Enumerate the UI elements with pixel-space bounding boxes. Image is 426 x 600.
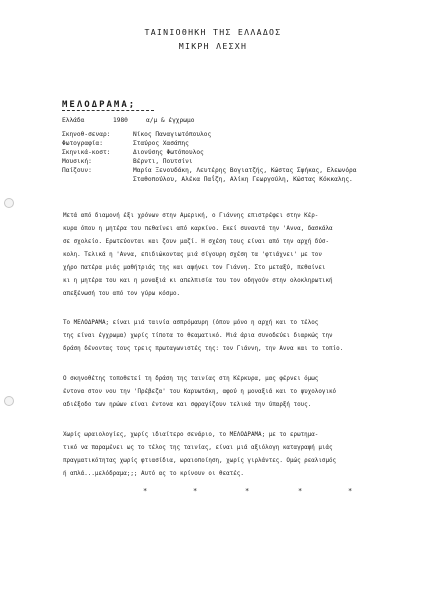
paragraph-line: κολη. Τελικά η 'Αννα, επιδιώκοντας μιά σίγουρη σχέση τα 'φτιάχνει' με τον: [63, 252, 322, 258]
film-format: α/μ & έγχρωμο: [146, 117, 195, 124]
paragraph-line: απεξένωσή του από τον γύρω κόσμο.: [63, 291, 181, 297]
paragraph-line: Μετά από διαμονή έξι χρόνων στην Αμερική, ο Γιάννης επιστρέφει στην Κέρ-: [63, 213, 319, 219]
film-year: 1980: [113, 117, 128, 124]
credit-label: Παίζουν:: [62, 167, 92, 174]
credit-value: Σταθοπούλου, Αλέκα Παΐζη, Αλίκη Γεωργούλη, Κώστας Κόκκαλης.: [133, 176, 353, 183]
paragraph-line: δράση δένοντας τους τρεις πρωταγωνιστές της: τον Γιάννη, την Αννα και το τοπίο.: [63, 346, 344, 352]
paragraph-line: χήρο πατέρα μιάς μαθήτριάς της και αφήνει τον Γιάννη. Στο μεταξύ, πεθαίνει: [63, 265, 326, 271]
credit-value: Μαρία Ξενουδάκη, Λευτέρης Βογιατζής, Κώστας Σφήκας, Ελεωνόρα: [133, 167, 357, 174]
film-title: ΜΕΛΟΔΡΑΜΑ;: [62, 100, 137, 110]
paragraph-line: κυρα όπου η μητέρα του πεθαίνει από καρκίνο. Εκεί συναντά την 'Αννα, δασκάλα: [63, 226, 333, 232]
binder-hole: [4, 396, 14, 406]
credit-value: Διονύσης Φωτόπουλος: [133, 149, 204, 156]
title-underline: [62, 110, 154, 111]
star-mark: *: [143, 487, 148, 495]
credit-label: Φωτογραφία:: [62, 140, 103, 147]
star-mark: *: [245, 487, 250, 495]
paragraph-line: τικό να παραμένει ως το τέλος της ταινίας, είναι μιά αξιόλογη καταγραφή μιάς: [63, 445, 333, 451]
credit-value: Νίκος Παναγιωτόπουλος: [133, 131, 212, 138]
paragraph-line: κι η μητέρα του και η μοναξιά κι απελπισία του τον οδηγούν στην ολοκληρωτική: [63, 278, 333, 284]
star-mark: *: [298, 487, 303, 495]
paragraph-line: σε σχολείο. Ερωτεύονται και ζουν μαζί. Η σχέση τους είναι από την αρχή δύσ-: [63, 239, 329, 245]
credit-value: Σταύρος Χασάπης: [133, 140, 189, 147]
paragraph-line: έντονα στον νου την 'Πρέβεζα' του Καρυωτάκη, αφού η μοναξιά και το ψυχολογικό: [63, 389, 337, 395]
star-mark: *: [348, 487, 353, 495]
binder-hole: [4, 198, 14, 208]
paragraph-line: ή απλά...μελόδραμα;;; Αυτό ας το κρίνουν οι θεατές.: [63, 471, 244, 477]
paragraph-line: της είναι έγχρωμα) χωρίς τίποτα το θεαματικό. Μιά άρια συνοδεύει διαρκώς την: [63, 333, 333, 339]
credit-label: Σκηνοθ-σεναρ:: [62, 131, 111, 138]
paragraph-line: Ο σκηνοθέτης τοποθετεί τη δράση της ταινίας στη Κέρκυρα, μας φέρνει όμως: [63, 376, 319, 382]
paragraph-line: Το ΜΕΛΟΔΡΑΜΑ; είναι μιά ταινία ασπρόμαυρη (όπου μόνο η αρχή και το τέλος: [63, 320, 319, 326]
credit-value: Βέρντι, Πουτσίνι: [133, 158, 193, 165]
footer-stars: [0, 487, 426, 497]
header-club-name: ΜΙΚΡΗ ΛΕΣΧΗ: [178, 41, 248, 51]
paragraph-line: Χωρίς ωραιολογίες, χωρίς ιδιαίτερο σενάριο, το ΜΕΛΟΔΡΑΜΑ; με το ερωτημα-: [63, 432, 319, 438]
credit-label: Σκηνικά-κοστ:: [62, 149, 111, 156]
credit-label: Μουσική:: [62, 158, 92, 165]
star-mark: *: [193, 487, 198, 495]
paragraph-line: αδιέξοδο των ηρώων είναι έντονα και σφραγίζουν τελικά την ύπαρξή τους.: [63, 402, 312, 408]
paragraph-line: πραγματικότητας χωρίς φτιασίδια, ωραιοποίηση, χωρίς γιρλάντες. Ομώς ρεαλισμός: [63, 458, 337, 464]
film-country: Ελλάδα: [62, 117, 85, 124]
header-archive-name: ΤΑΙΝΙΟΘΗΚΗ ΤΗΣ ΕΛΛΑΔΟΣ: [144, 27, 282, 37]
